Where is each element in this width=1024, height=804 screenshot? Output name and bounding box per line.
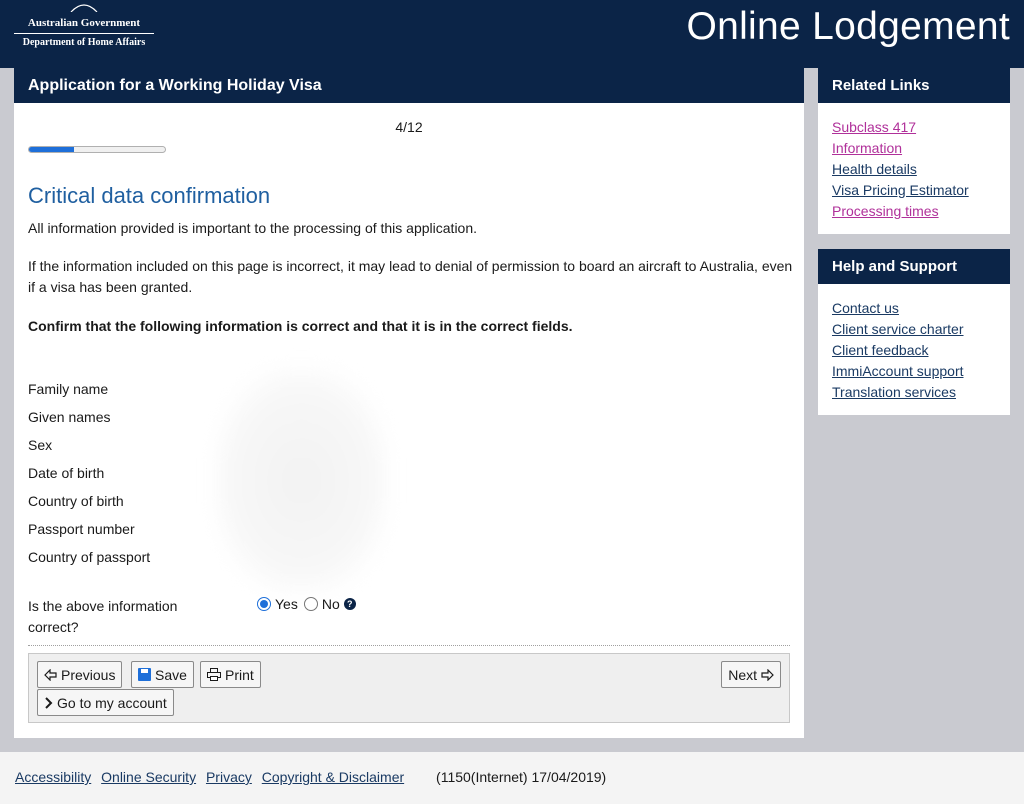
printer-icon <box>207 668 221 681</box>
help-support-panel <box>818 249 1010 415</box>
link-immiaccount-support[interactable]: ImmiAccount support <box>832 363 964 379</box>
field-label-family-name: Family name <box>28 381 109 397</box>
button-panel <box>28 653 790 723</box>
floppy-disk-icon <box>138 668 151 681</box>
related-links-panel <box>818 68 1010 234</box>
logo-divider <box>14 33 154 34</box>
link-client-feedback[interactable]: Client feedback <box>832 342 929 358</box>
section-title: Critical data confirmation <box>28 183 271 208</box>
link-contact-us[interactable]: Contact us <box>832 300 899 316</box>
arrow-right-icon <box>761 669 774 681</box>
confirm-instruction: Confirm that the following information is correct and that it is in the correct fields. <box>28 318 573 334</box>
link-subclass-417[interactable]: Subclass 417 <box>832 119 917 135</box>
next-button[interactable] <box>721 661 781 688</box>
application-title: Application for a Working Holiday Visa <box>14 68 804 103</box>
go-to-account-label: Go to my account <box>57 694 167 711</box>
progress-counter: 4/12 <box>395 119 423 135</box>
field-label-date-of-birth: Date of birth <box>28 465 105 481</box>
link-processing-times[interactable]: Processing times <box>832 203 939 219</box>
footer-link-accessibility[interactable]: Accessibility <box>15 769 92 785</box>
yes-radio[interactable] <box>257 597 271 611</box>
field-label-country-of-birth: Country of birth <box>28 493 124 509</box>
save-button[interactable] <box>131 661 194 688</box>
logo-line-2: Department of Home Affairs <box>22 37 146 48</box>
site-title: Online Lodgement <box>686 5 1010 48</box>
crest-icon <box>69 2 99 12</box>
intro-paragraph: All information provided is important to the processing of this application. <box>28 220 478 236</box>
confirm-question: Is the above information correct? <box>28 598 178 635</box>
help-support-title: Help and Support <box>818 249 1010 284</box>
related-links-title: Related Links <box>818 68 1010 103</box>
print-button[interactable] <box>200 661 261 688</box>
help-icon[interactable]: ? <box>344 598 356 610</box>
divider <box>28 645 790 646</box>
version-info: (1150(Internet) 17/04/2019) <box>436 769 607 785</box>
previous-button[interactable] <box>37 661 122 688</box>
main-panel <box>14 68 804 738</box>
footer-link-copyright[interactable]: Copyright & Disclaimer <box>261 769 405 785</box>
footer-link-privacy[interactable]: Privacy <box>205 769 252 785</box>
confirm-radio-group <box>257 596 356 612</box>
logo-line-1: Australian Government <box>27 17 141 29</box>
no-radio[interactable] <box>304 597 318 611</box>
link-translation-services[interactable]: Translation services <box>832 384 956 400</box>
link-visa-pricing-estimator[interactable]: Visa Pricing Estimator <box>832 182 969 198</box>
link-health-details[interactable]: Health details <box>832 161 917 177</box>
progress-bar-fill <box>29 147 74 152</box>
progress-bar <box>28 146 166 153</box>
next-label: Next <box>728 666 757 683</box>
save-label: Save <box>155 666 187 683</box>
yes-label[interactable]: Yes <box>275 596 298 612</box>
previous-label: Previous <box>61 666 116 683</box>
site-footer <box>0 752 1024 804</box>
footer-link-online-security[interactable]: Online Security <box>101 769 197 785</box>
link-information[interactable]: Information <box>832 140 903 156</box>
no-label[interactable]: No <box>321 596 340 612</box>
field-label-sex: Sex <box>28 437 53 453</box>
field-label-passport-number: Passport number <box>28 521 135 537</box>
field-label-given-names: Given names <box>28 409 111 425</box>
redacted-values <box>214 368 389 593</box>
print-label: Print <box>225 666 254 683</box>
field-label-country-of-passport: Country of passport <box>28 549 151 565</box>
arrow-left-icon <box>44 669 57 681</box>
link-client-service-charter[interactable]: Client service charter <box>832 321 964 337</box>
government-logo[interactable] <box>14 6 154 54</box>
site-header <box>0 0 1024 68</box>
go-to-account-button[interactable] <box>37 689 174 716</box>
warning-paragraph: If the information included on this page is incorrect, it may lead to denial of permission to board an aircraft to Australia, even if a visa has been granted. <box>28 258 793 295</box>
chevron-right-icon <box>44 697 53 709</box>
